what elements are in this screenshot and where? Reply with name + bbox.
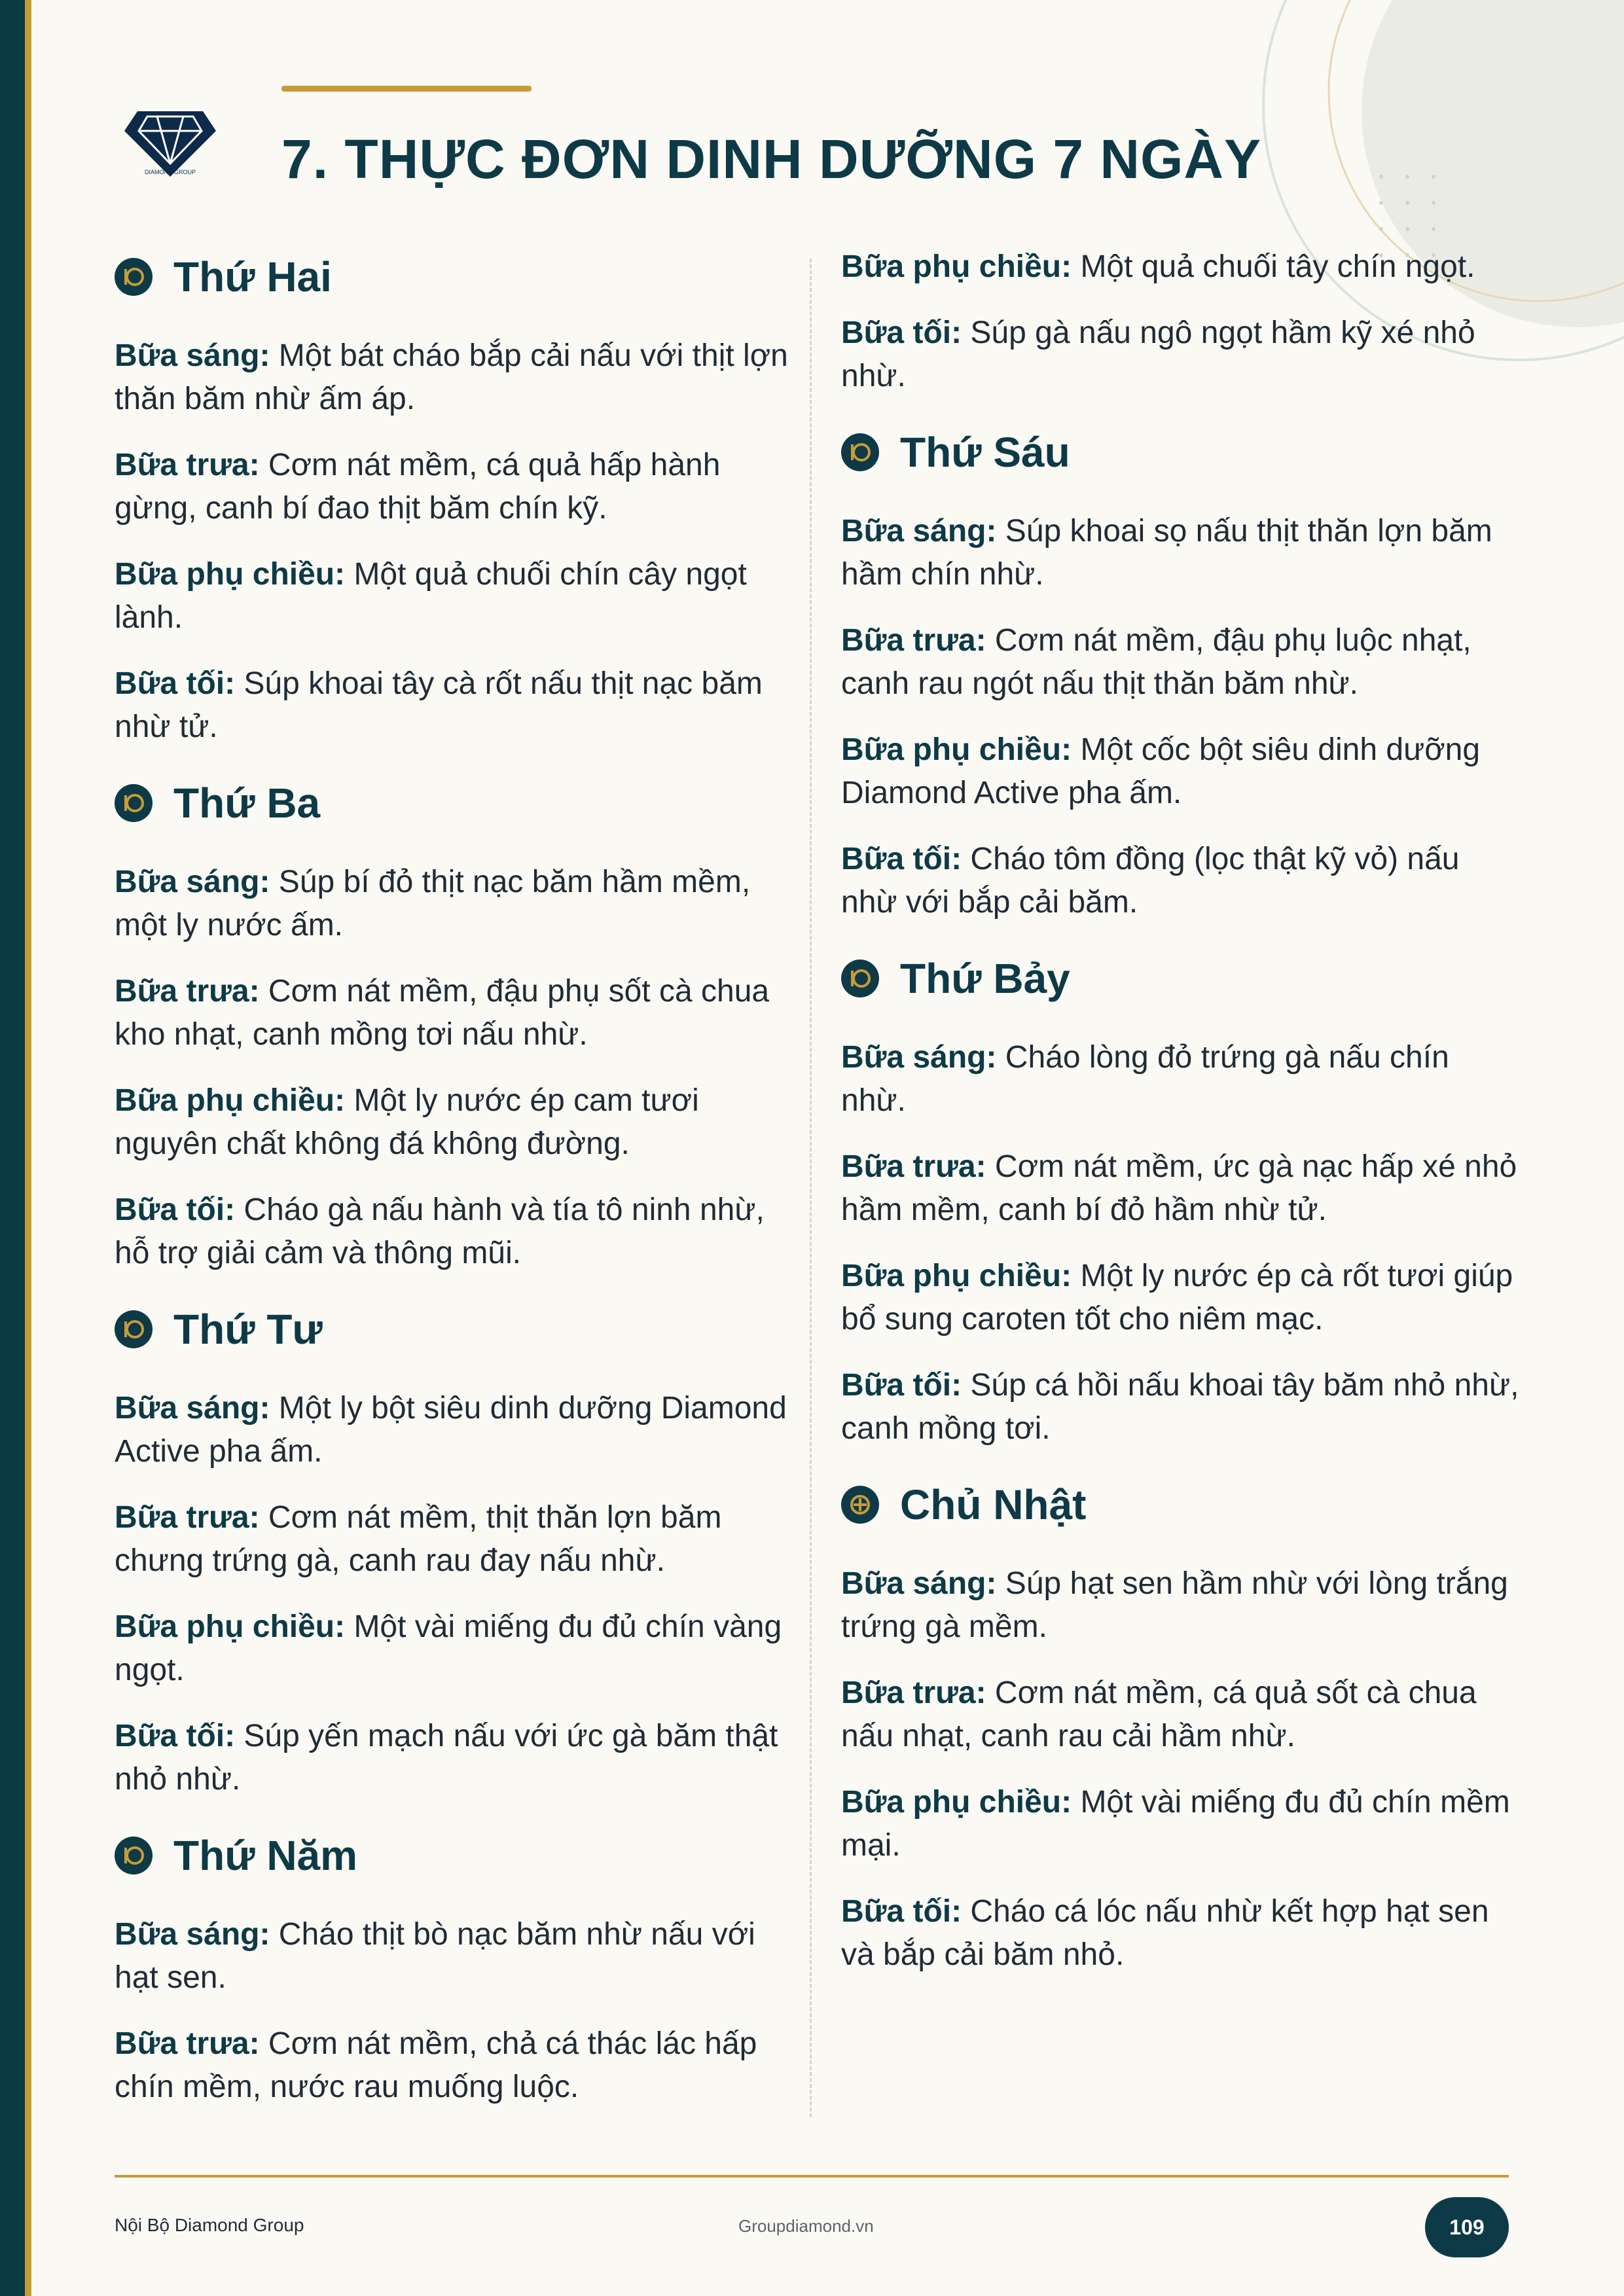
day-title: Thứ Sáu <box>900 429 1070 476</box>
meal-text: Cơm nát mềm, đậu phụ sốt cà chua kho nhạt, canh mồng tơi nấu nhừ. <box>115 974 770 1052</box>
meal-label: Bữa phụ chiều: <box>841 249 1072 284</box>
utensils-icon <box>115 1837 153 1874</box>
meal-dinner <box>115 1715 795 1801</box>
utensils-icon <box>841 960 879 997</box>
right-column <box>841 245 1522 2000</box>
meal-dinner <box>841 838 1522 924</box>
meal-label: Bữa trưa: <box>115 2026 260 2061</box>
day-title: Thứ Tư <box>173 1306 323 1353</box>
meal-afternoon-snack <box>115 1079 795 1166</box>
meal-text: Cơm nát mềm, chả cá thác lác hấp chín mềm, nước rau muống luộc. <box>115 2026 757 2104</box>
meal-label: Bữa tối: <box>841 842 962 876</box>
meal-text: Cơm nát mềm, thịt thăn lợn băm chưng trứng gà, canh rau đay nấu nhừ. <box>115 1500 722 1578</box>
title-accent-line <box>281 86 532 92</box>
meal-text: Cơm nát mềm, cá quả sốt cà chua nấu nhạt, canh rau cải hầm nhừ. <box>841 1676 1477 1753</box>
meal-text: Cơm nát mềm, cá quả hấp hành gừng, canh bí đao thịt băm chín kỹ. <box>115 448 721 526</box>
day-header <box>841 1473 1522 1536</box>
meal-text: Cháo tôm đồng (lọc thật kỹ vỏ) nấu nhừ với bắp cải băm. <box>841 842 1460 920</box>
meal-text: Một ly nước ép cam tươi nguyên chất không đá không đường. <box>115 1083 699 1161</box>
meal-text: Cháo gà nấu hành và tía tô ninh nhừ, hỗ trợ giải cảm và thông mũi. <box>115 1193 765 1270</box>
meal-text: Một bát cháo bắp cải nấu với thịt lợn thăn băm nhừ ấm áp. <box>115 338 788 416</box>
meal-text: Một vài miếng đu đủ chín mềm mại. <box>841 1785 1510 1863</box>
meal-text: Cơm nát mềm, ức gà nạc hấp xé nhỏ hầm mềm, canh bí đỏ hầm nhừ tử. <box>841 1149 1517 1227</box>
meal-afternoon-snack <box>841 1781 1522 1867</box>
day-section-wednesday <box>115 1298 795 1801</box>
meal-text: Súp khoai sọ nấu thịt thăn lợn băm hầm chín nhừ. <box>841 514 1492 592</box>
day-header <box>115 1298 795 1361</box>
meal-breakfast <box>115 334 795 421</box>
plate-icon <box>841 1486 879 1524</box>
meal-text: Một quả chuối tây chín ngọt. <box>1072 249 1475 284</box>
footer-website[interactable]: Groupdiamond.vn <box>738 2216 874 2236</box>
day-title: Thứ Bảy <box>900 955 1070 1002</box>
meal-text: Một vài miếng đu đủ chín vàng ngọt. <box>115 1609 782 1687</box>
day-section-sunday <box>841 1473 1522 1977</box>
meal-text: Cháo thịt bò nạc băm nhừ nấu với hạt sen. <box>115 1917 755 1995</box>
meal-lunch <box>841 1145 1522 1232</box>
meal-breakfast <box>115 1387 795 1473</box>
meal-text: Cháo cá lóc nấu nhừ kết hợp hạt sen và bắp cải băm nhỏ. <box>841 1894 1489 1972</box>
logo-text: DIAMOND GROUP <box>144 169 196 175</box>
page-title: 7. THỰC ĐƠN DINH DƯỠNG 7 NGÀY <box>281 128 1262 190</box>
meal-text: Cháo lòng đỏ trứng gà nấu chín nhừ. <box>841 1040 1449 1118</box>
meal-label: Bữa phụ chiều: <box>115 1609 346 1644</box>
day-header <box>115 772 795 834</box>
meal-label: Bữa trưa: <box>115 1500 260 1535</box>
meal-label: Bữa trưa: <box>115 974 260 1009</box>
meal-text: Cơm nát mềm, đậu phụ luộc nhạt, canh rau ngót nấu thịt thăn băm nhừ. <box>841 623 1471 701</box>
page-number-badge: 109 <box>1425 2197 1509 2257</box>
footer-company: Nội Bộ Diamond Group <box>115 2215 304 2235</box>
meal-afternoon-snack <box>115 553 795 639</box>
meal-label: Bữa sáng: <box>841 1040 997 1075</box>
utensils-icon <box>115 1310 153 1348</box>
meal-lunch <box>115 1496 795 1583</box>
meal-text: Súp gà nấu ngô ngọt hầm kỹ xé nhỏ nhừ. <box>841 315 1475 393</box>
meal-label: Bữa tối: <box>115 1193 236 1227</box>
meal-dinner <box>841 1890 1522 1977</box>
meal-text: Một ly nước ép cà rốt tươi giúp bổ sung caroten tốt cho niêm mạc. <box>841 1259 1513 1336</box>
meal-breakfast <box>115 1913 795 2000</box>
day-section-tuesday <box>115 772 795 1275</box>
meal-text: Một cốc bột siêu dinh dưỡng Diamond Active pha ấm. <box>841 732 1481 810</box>
meal-text: Súp cá hồi nấu khoai tây băm nhỏ nhừ, canh mồng tơi. <box>841 1368 1519 1446</box>
meal-lunch <box>115 444 795 530</box>
day-header <box>115 245 795 308</box>
day-header <box>841 421 1522 484</box>
day-section-thursday <box>115 1824 795 2109</box>
meal-text: Một quả chuối chín cây ngọt lành. <box>115 557 747 635</box>
utensils-icon <box>115 258 153 296</box>
meal-text: Một ly bột siêu dinh dưỡng Diamond Active pha ấm. <box>115 1391 787 1469</box>
day-section-thursday-continued <box>841 245 1522 398</box>
meal-label: Bữa tối: <box>115 1719 236 1753</box>
left-column <box>115 245 795 2132</box>
left-edge-gold-stripe <box>25 0 31 2296</box>
meal-lunch <box>841 619 1522 706</box>
day-title: Thứ Năm <box>173 1832 358 1879</box>
meal-label: Bữa phụ chiều: <box>115 1083 346 1118</box>
meal-label: Bữa trưa: <box>841 1149 986 1184</box>
meal-label: Bữa tối: <box>841 315 962 350</box>
meal-label: Bữa sáng: <box>841 1566 997 1601</box>
footer-divider <box>115 2175 1509 2178</box>
meal-label: Bữa phụ chiều: <box>841 1259 1072 1293</box>
meal-afternoon-snack <box>841 728 1522 815</box>
day-title: Chủ Nhật <box>900 1481 1087 1528</box>
column-divider <box>810 259 812 2117</box>
utensils-icon <box>841 433 879 471</box>
meal-breakfast <box>841 510 1522 596</box>
day-section-saturday <box>841 947 1522 1450</box>
meal-afternoon-snack <box>115 1605 795 1692</box>
meal-lunch <box>115 2022 795 2109</box>
meal-breakfast <box>115 861 795 947</box>
meal-label: Bữa sáng: <box>115 338 270 373</box>
meal-text: Súp khoai tây cà rốt nấu thịt nạc băm nhừ tử. <box>115 666 763 744</box>
meal-label: Bữa phụ chiều: <box>115 557 346 592</box>
diamond-logo <box>118 98 223 190</box>
meal-dinner <box>115 662 795 749</box>
meal-label: Bữa sáng: <box>115 1391 270 1426</box>
meal-dinner <box>841 312 1522 398</box>
meal-label: Bữa tối: <box>841 1368 962 1403</box>
utensils-icon <box>115 784 153 822</box>
day-section-friday <box>841 421 1522 924</box>
meal-label: Bữa sáng: <box>115 1917 270 1952</box>
day-title: Thứ Hai <box>173 253 332 300</box>
day-header <box>841 947 1522 1010</box>
meal-lunch <box>115 970 795 1056</box>
meal-breakfast <box>841 1036 1522 1122</box>
meal-label: Bữa phụ chiều: <box>841 732 1072 767</box>
meal-label: Bữa sáng: <box>841 514 997 548</box>
meal-afternoon-snack <box>841 1255 1522 1341</box>
meal-label: Bữa trưa: <box>115 448 260 482</box>
day-section-monday <box>115 245 795 749</box>
meal-lunch <box>841 1672 1522 1758</box>
meal-label: Bữa phụ chiều: <box>841 1785 1072 1820</box>
meal-breakfast <box>841 1562 1522 1649</box>
meal-label: Bữa sáng: <box>115 865 270 899</box>
meal-text: Súp bí đỏ thịt nạc băm hầm mềm, một ly nước ấm. <box>115 865 751 942</box>
meal-label: Bữa tối: <box>115 666 236 701</box>
meal-dinner <box>115 1189 795 1275</box>
meal-label: Bữa tối: <box>841 1894 962 1929</box>
meal-afternoon-snack <box>841 245 1522 289</box>
day-title: Thứ Ba <box>173 780 321 827</box>
day-header <box>115 1824 795 1887</box>
meal-dinner <box>841 1364 1522 1450</box>
meal-text: Súp hạt sen hầm nhừ với lòng trắng trứng gà mềm. <box>841 1566 1508 1644</box>
meal-label: Bữa trưa: <box>841 623 986 658</box>
meal-text: Súp yến mạch nấu với ức gà băm thật nhỏ nhừ. <box>115 1719 778 1797</box>
meal-label: Bữa trưa: <box>841 1676 986 1710</box>
left-edge-bar <box>0 0 25 2296</box>
